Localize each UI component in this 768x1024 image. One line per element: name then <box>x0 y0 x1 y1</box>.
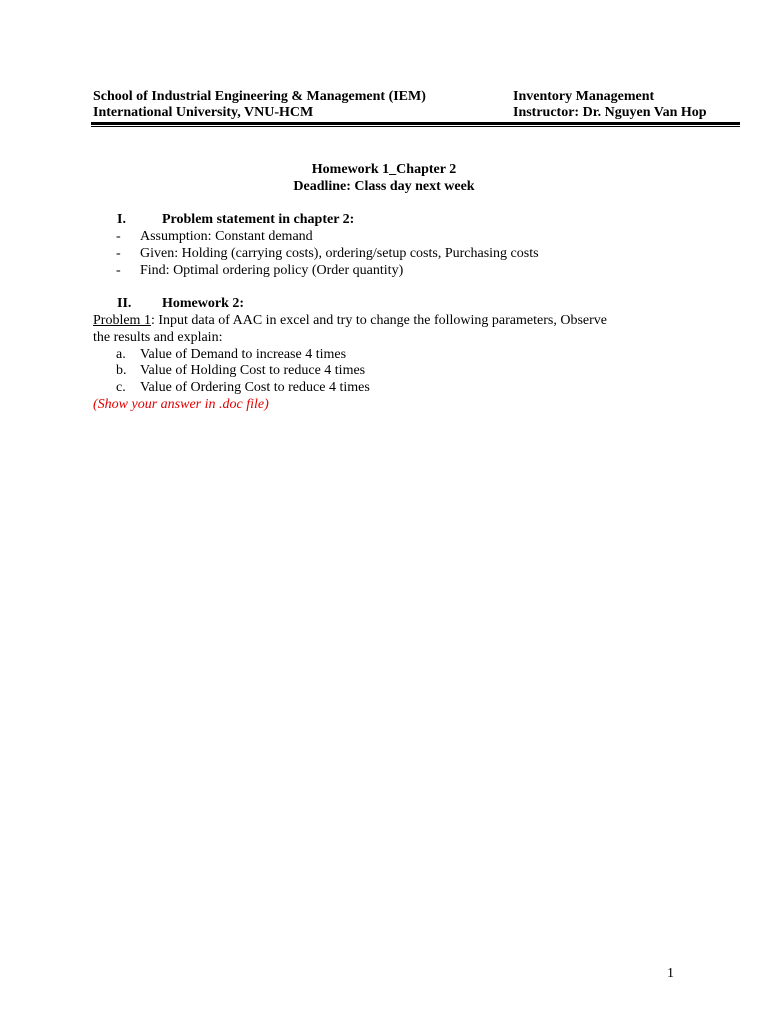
problem-paragraph <box>93 312 607 329</box>
title-line-1: Homework 1_Chapter 2 <box>311 162 457 177</box>
bullet-dash: - <box>116 263 121 278</box>
list-item: Value of Demand to increase 4 times <box>140 347 347 362</box>
list-item: Given: Holding (carrying costs), ordering/setup costs, Purchasing costs <box>140 246 539 261</box>
list-item: Assumption: Constant demand <box>140 229 313 244</box>
section-2-number: II. <box>117 296 132 311</box>
list-marker: c. <box>116 380 126 395</box>
list-item: Value of Ordering Cost to reduce 4 times <box>140 380 370 395</box>
header-course: Inventory Management <box>513 89 655 104</box>
list-marker: a. <box>116 347 126 362</box>
section-1-heading: Problem statement in chapter 2: <box>162 212 355 227</box>
header-instructor: Instructor: Dr. Nguyen Van Hop <box>513 105 707 120</box>
header-university: International University, VNU-HCM <box>93 105 314 120</box>
list-marker: b. <box>116 363 127 378</box>
list-item: Find: Optimal ordering policy (Order quantity) <box>140 263 404 278</box>
page-number: 1 <box>667 966 674 981</box>
problem-label: Problem 1 <box>93 313 151 328</box>
problem-text-line-2: the results and explain: <box>93 330 223 345</box>
section-1-number: I. <box>117 212 126 227</box>
problem-text-line-1: : Input data of AAC in excel and try to change the following parameters, Observe <box>150 313 607 328</box>
header-rule-thin <box>91 126 740 127</box>
section-2-heading: Homework 2: <box>162 296 245 311</box>
answer-note: (Show your answer in .doc file) <box>93 397 269 412</box>
bullet-dash: - <box>116 246 121 261</box>
header-school: School of Industrial Engineering & Management (IEM) <box>93 89 426 104</box>
header-rule-thick <box>91 122 740 125</box>
bullet-dash: - <box>116 229 121 244</box>
list-item: Value of Holding Cost to reduce 4 times <box>140 363 366 378</box>
title-line-2: Deadline: Class day next week <box>293 179 475 194</box>
